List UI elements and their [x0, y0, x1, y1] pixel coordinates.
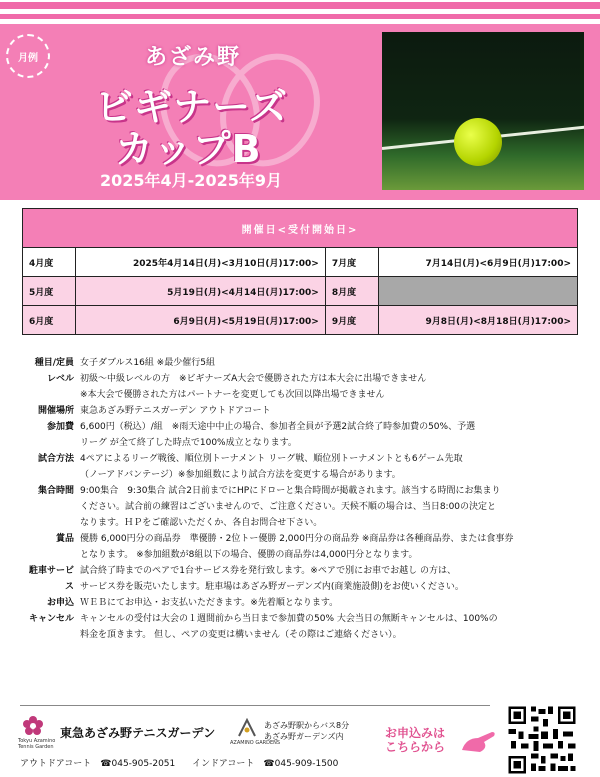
- detail-value: [80, 563, 582, 595]
- table-row: [23, 277, 578, 306]
- schedule-date-empty: [378, 277, 577, 306]
- month-label: 9月度: [325, 306, 378, 335]
- detail-row: [22, 595, 582, 611]
- detail-row: [22, 611, 582, 643]
- detail-line: 9:00集合 9:30集合 試合2日前までにHPにドローと集合時間が掲載されます。該当する時間にお集まり: [80, 486, 501, 496]
- detail-line: 6,600円（税込）/組 ※雨天途中中止の場合、参加者全員が予選2試合終了時参加費の50%、予選: [80, 422, 476, 432]
- monthly-badge: 月例: [6, 34, 50, 78]
- apply-qr-code-icon[interactable]: [506, 704, 578, 776]
- detail-line: なります。ＨＰをご確認いただくか、各自お問合せ下さい。: [80, 518, 323, 528]
- detail-line: 優勝 6,000円分の商品券 準優勝・2位トー優勝 2,000円分の商品券 ※商品券は各種商品券、または食事券: [80, 534, 514, 544]
- detail-value: [80, 595, 582, 611]
- schedule-date: 6月9日(月)<5月19日(月)17:00>: [76, 306, 326, 335]
- schedule-header: 開催日<受付開始日>: [23, 209, 578, 248]
- detail-value: [80, 531, 582, 563]
- title-line1: ビギナーズ: [95, 85, 289, 129]
- detail-row: [22, 355, 582, 371]
- detail-line: 初級〜中級レベルの方 ※ビギナーズA大会で優勝された方は本大会に出場できません: [80, 374, 427, 384]
- schedule-date: 2025年4月14日(月)<3月10日(月)17:00>: [76, 248, 326, 277]
- top-stripe: [0, 0, 600, 24]
- tennis-ball-icon: [454, 118, 502, 166]
- event-period: 2025年4月-2025年9月: [100, 171, 282, 190]
- detail-line: サービス券を販売いたします。駐車場はあざみ野ガーデンズ内(商業施設側)をお使いください。: [80, 582, 464, 592]
- azamino-gardens-logo-icon: [236, 718, 258, 738]
- phone-outdoor[interactable]: アウトドアコート ☎045-905-2051: [20, 759, 176, 769]
- detail-line: 試合終了時までのペアで1台サービス券を発行致します。※ペアで別にお車でお越し の方は、: [80, 566, 456, 576]
- detail-line: 4ペアによるリーグ戦後、順位別トーナメント リーグ戦、順位別トーナメントとも6ゲーム先取: [80, 454, 463, 464]
- detail-value: [80, 419, 582, 451]
- azamino-gardens-logo-text: AZAMINO GARDENS: [230, 740, 281, 746]
- detail-row: [22, 563, 582, 595]
- detail-label: キャンセル: [28, 614, 74, 624]
- detail-label: 賞品: [55, 534, 74, 544]
- club-logo-text: Tokyu Azamino Tennis Garden: [18, 738, 56, 750]
- apply-line: お申込みは: [385, 726, 446, 740]
- detail-line: となります。 ※参加組数が8組以下の場合、優勝の商品券は4,000円分となります。: [80, 550, 418, 560]
- detail-label: 駐車サービス: [28, 566, 74, 592]
- detail-line: ＷＥＢにてお申込・お支払いただきます。※先着順となります。: [80, 598, 339, 608]
- apply-link[interactable]: [385, 726, 445, 754]
- detail-line: キャンセルの受付は大会の１週間前から当日まで参加費の50% 大会当日の無断キャンセルは、100%の: [80, 614, 498, 624]
- detail-line: ※本大会で優勝された方はパートナーを変更しても次回以降出場できません: [80, 390, 385, 400]
- month-label: 7月度: [325, 248, 378, 277]
- detail-line: 料金を頂きます。 但し、ペアの変更は構いません（その際はご連絡ください）。: [80, 630, 402, 640]
- detail-label: 参加費: [46, 422, 74, 432]
- month-label: 5月度: [23, 277, 76, 306]
- detail-row: [22, 531, 582, 563]
- detail-value: [80, 451, 582, 483]
- phone-indoor[interactable]: インドアコート ☎045-909-1500: [192, 759, 339, 769]
- detail-line: （ノーアドバンテージ）※参加組数により試合方法を変更する場合があります。: [80, 470, 401, 480]
- detail-value: [80, 483, 582, 531]
- detail-label: 開催場所: [37, 406, 74, 416]
- schedule-date: 5月19日(月)<4月14日(月)17:00>: [76, 277, 326, 306]
- table-row: [23, 306, 578, 335]
- detail-line: 東急あざみ野テニスガーデン アウトドアコート: [80, 406, 271, 416]
- schedule-date: 9月8日(月)<8月18日(月)17:00>: [378, 306, 577, 335]
- title-line2: カップB: [115, 127, 262, 171]
- detail-label: 試合方法: [37, 454, 74, 464]
- apply-line: こちらから: [385, 740, 446, 754]
- detail-value: [80, 611, 582, 643]
- detail-line: リーグ が全て終了した時点で100%成立となります。: [80, 438, 297, 448]
- access-info: [264, 720, 349, 742]
- detail-row: [22, 371, 582, 403]
- event-details: [22, 355, 582, 643]
- month-label: 6月度: [23, 306, 76, 335]
- detail-value: [80, 403, 582, 419]
- detail-line: 女子ダブルス16組 ※最少催行5組: [80, 358, 215, 368]
- detail-label: レベル: [46, 374, 74, 384]
- month-label: 8月度: [325, 277, 378, 306]
- detail-row: [22, 419, 582, 451]
- schedule-table: [22, 208, 578, 335]
- access-line: あざみ野ガーデンズ内: [264, 732, 344, 741]
- detail-row: [22, 403, 582, 419]
- venue-name: あざみ野: [145, 45, 242, 70]
- detail-value: [80, 371, 582, 403]
- footer-divider: [20, 705, 490, 706]
- month-label: 4月度: [23, 248, 76, 277]
- pointing-hand-icon: [458, 726, 498, 758]
- detail-row: [22, 451, 582, 483]
- access-line: あざみ野駅からバス8分: [264, 721, 350, 730]
- club-name: 東急あざみ野テニスガーデン: [60, 726, 216, 740]
- detail-value: [80, 355, 582, 371]
- club-flower-logo-icon: [22, 715, 44, 737]
- detail-label: お申込: [46, 598, 74, 608]
- detail-label: 集合時間: [37, 486, 74, 496]
- phone-numbers: [20, 756, 352, 769]
- table-row: [23, 248, 578, 277]
- detail-label: 種目/定員: [34, 358, 74, 368]
- schedule-date: 7月14日(月)<6月9日(月)17:00>: [378, 248, 577, 277]
- detail-row: [22, 483, 582, 531]
- detail-line: ください。試合前の練習はございませんので、ご注意ください。天候不順の場合は、当日8:00の決定と: [80, 502, 497, 512]
- tennis-ball-photo: [382, 32, 584, 190]
